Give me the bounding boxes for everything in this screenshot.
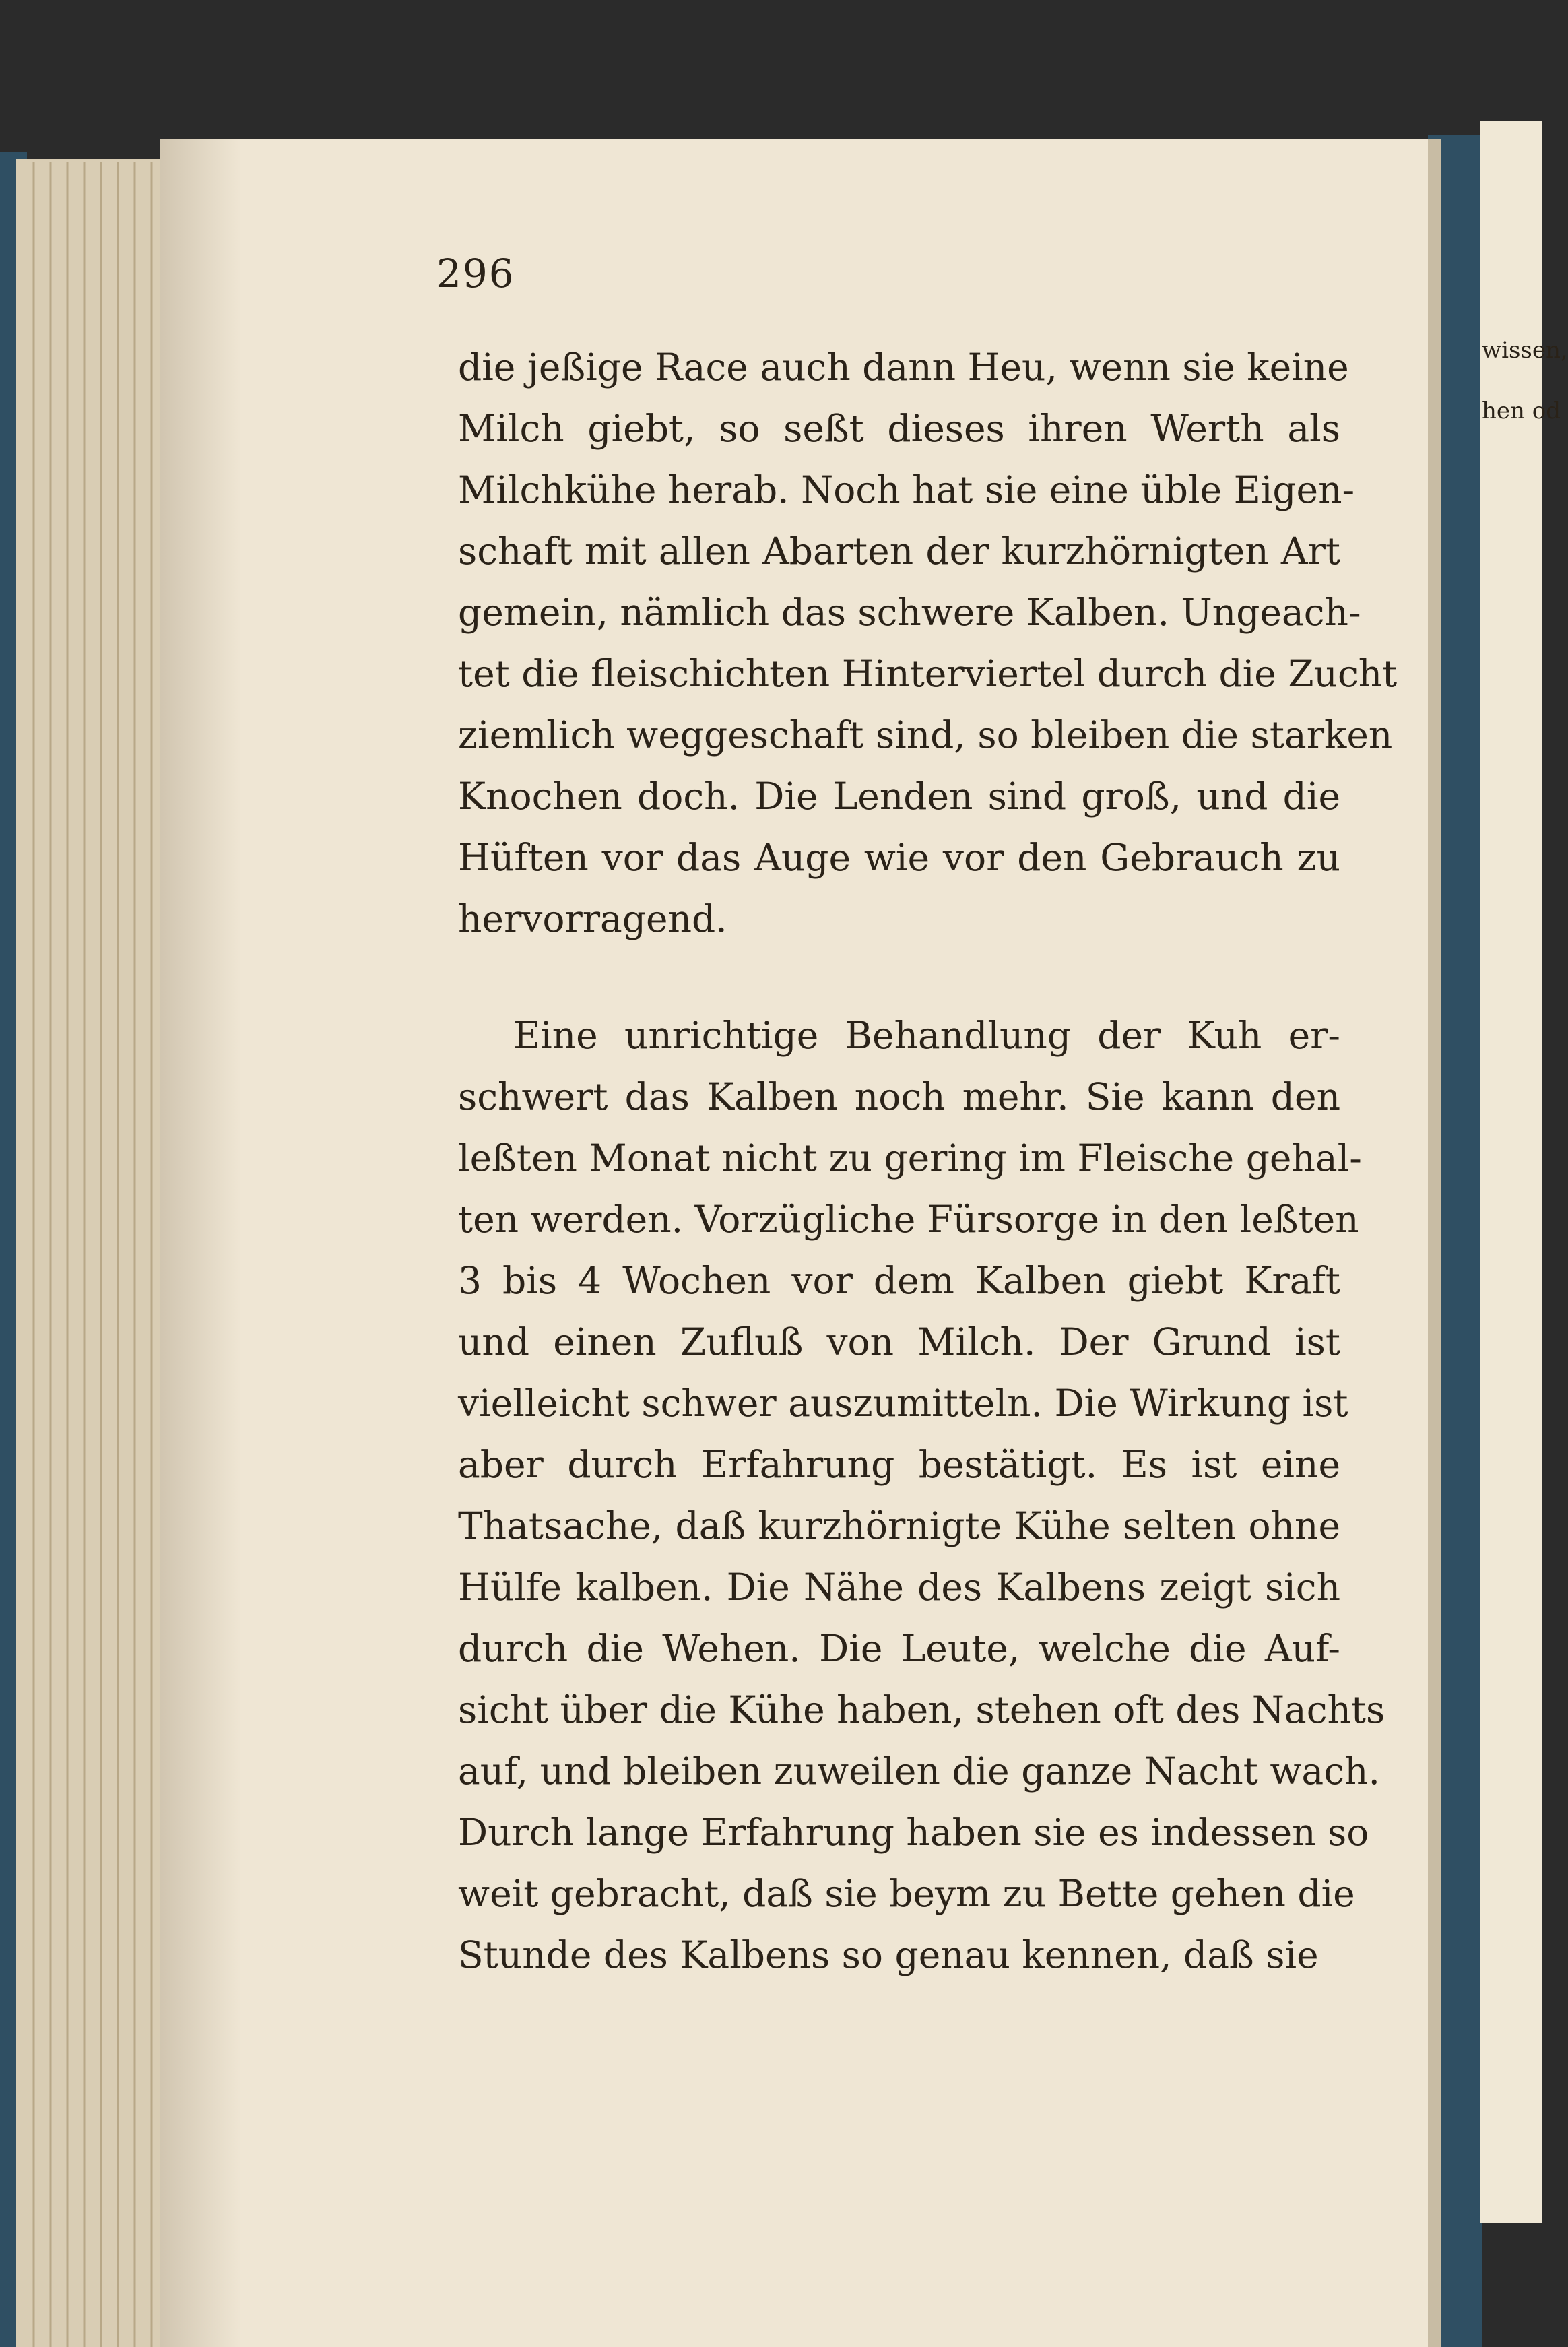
text-line: durch die Wehen. Die Leute, welche die Auf- xyxy=(458,1627,1340,1670)
text-line: Milchkühe herab. Noch hat sie eine üble Eigen- xyxy=(458,468,1355,511)
text-line: Stunde des Kalbens so genau kennen, daß sie xyxy=(458,1933,1319,1976)
text-line: die jeßige Race auch dann Heu, wenn sie keine xyxy=(458,346,1349,389)
paragraph-gap xyxy=(458,950,1340,1005)
text-line: tet die fleischichten Hinterviertel durch die Zucht xyxy=(458,652,1398,695)
next-page-text-line: hen od xyxy=(1482,397,1561,424)
paragraph xyxy=(458,337,1398,950)
text-line: aber durch Erfahrung bestätigt. Es ist eine xyxy=(458,1443,1340,1486)
next-page-text-line: wissen, xyxy=(1482,337,1568,364)
text-line: und einen Zufluß von Milch. Der Grund ist xyxy=(458,1320,1340,1363)
text-line: 3 bis 4 Wochen vor dem Kalben giebt Kraft xyxy=(458,1259,1340,1302)
text-line: weit gebracht, daß sie beym zu Bette gehen die xyxy=(458,1872,1355,1915)
page-edges-left xyxy=(16,159,160,2347)
text-line: Durch lange Erfahrung haben sie es indessen so xyxy=(458,1811,1369,1854)
page-number: 296 xyxy=(436,251,515,296)
text-line: leßten Monat nicht zu gering im Fleische gehal- xyxy=(458,1136,1362,1180)
text-line: vielleicht schwer auszumitteln. Die Wirkung ist xyxy=(458,1382,1348,1425)
text-line: Milch giebt, so seßt dieses ihren Werth als xyxy=(458,407,1340,450)
text-line: auf, und bleiben zuweilen die ganze Nacht wach. xyxy=(458,1749,1380,1793)
next-page-edge xyxy=(1480,121,1568,2223)
text-line: hervorragend. xyxy=(458,897,727,940)
text-line: Eine unrichtige Behandlung der Kuh er- xyxy=(513,1014,1340,1057)
paragraph xyxy=(458,1005,1385,1986)
page-shade xyxy=(160,139,241,2347)
text-line: Knochen doch. Die Lenden sind groß, und die xyxy=(458,775,1340,818)
text-line: schwert das Kalben noch mehr. Sie kann den xyxy=(458,1075,1340,1118)
text-line: ten werden. Vorzügliche Fürsorge in den leßten xyxy=(458,1198,1359,1241)
text-line: Thatsache, daß kurzhörnigte Kühe selten ohne xyxy=(458,1504,1340,1547)
text-line: ziemlich weggeschaft sind, so bleiben die starken xyxy=(458,713,1393,757)
text-line: sicht über die Kühe haben, stehen oft des Nachts xyxy=(458,1688,1385,1731)
text-line: Hülfe kalben. Die Nähe des Kalbens zeigt sich xyxy=(458,1566,1340,1609)
text-line: schaft mit allen Abarten der kurzhörnigten Art xyxy=(458,529,1340,573)
text-line: Hüften vor das Auge wie vor den Gebrauch zu xyxy=(458,836,1340,879)
text-line: gemein, nämlich das schwere Kalben. Ungeach- xyxy=(458,591,1361,634)
body-text xyxy=(458,337,1398,1986)
